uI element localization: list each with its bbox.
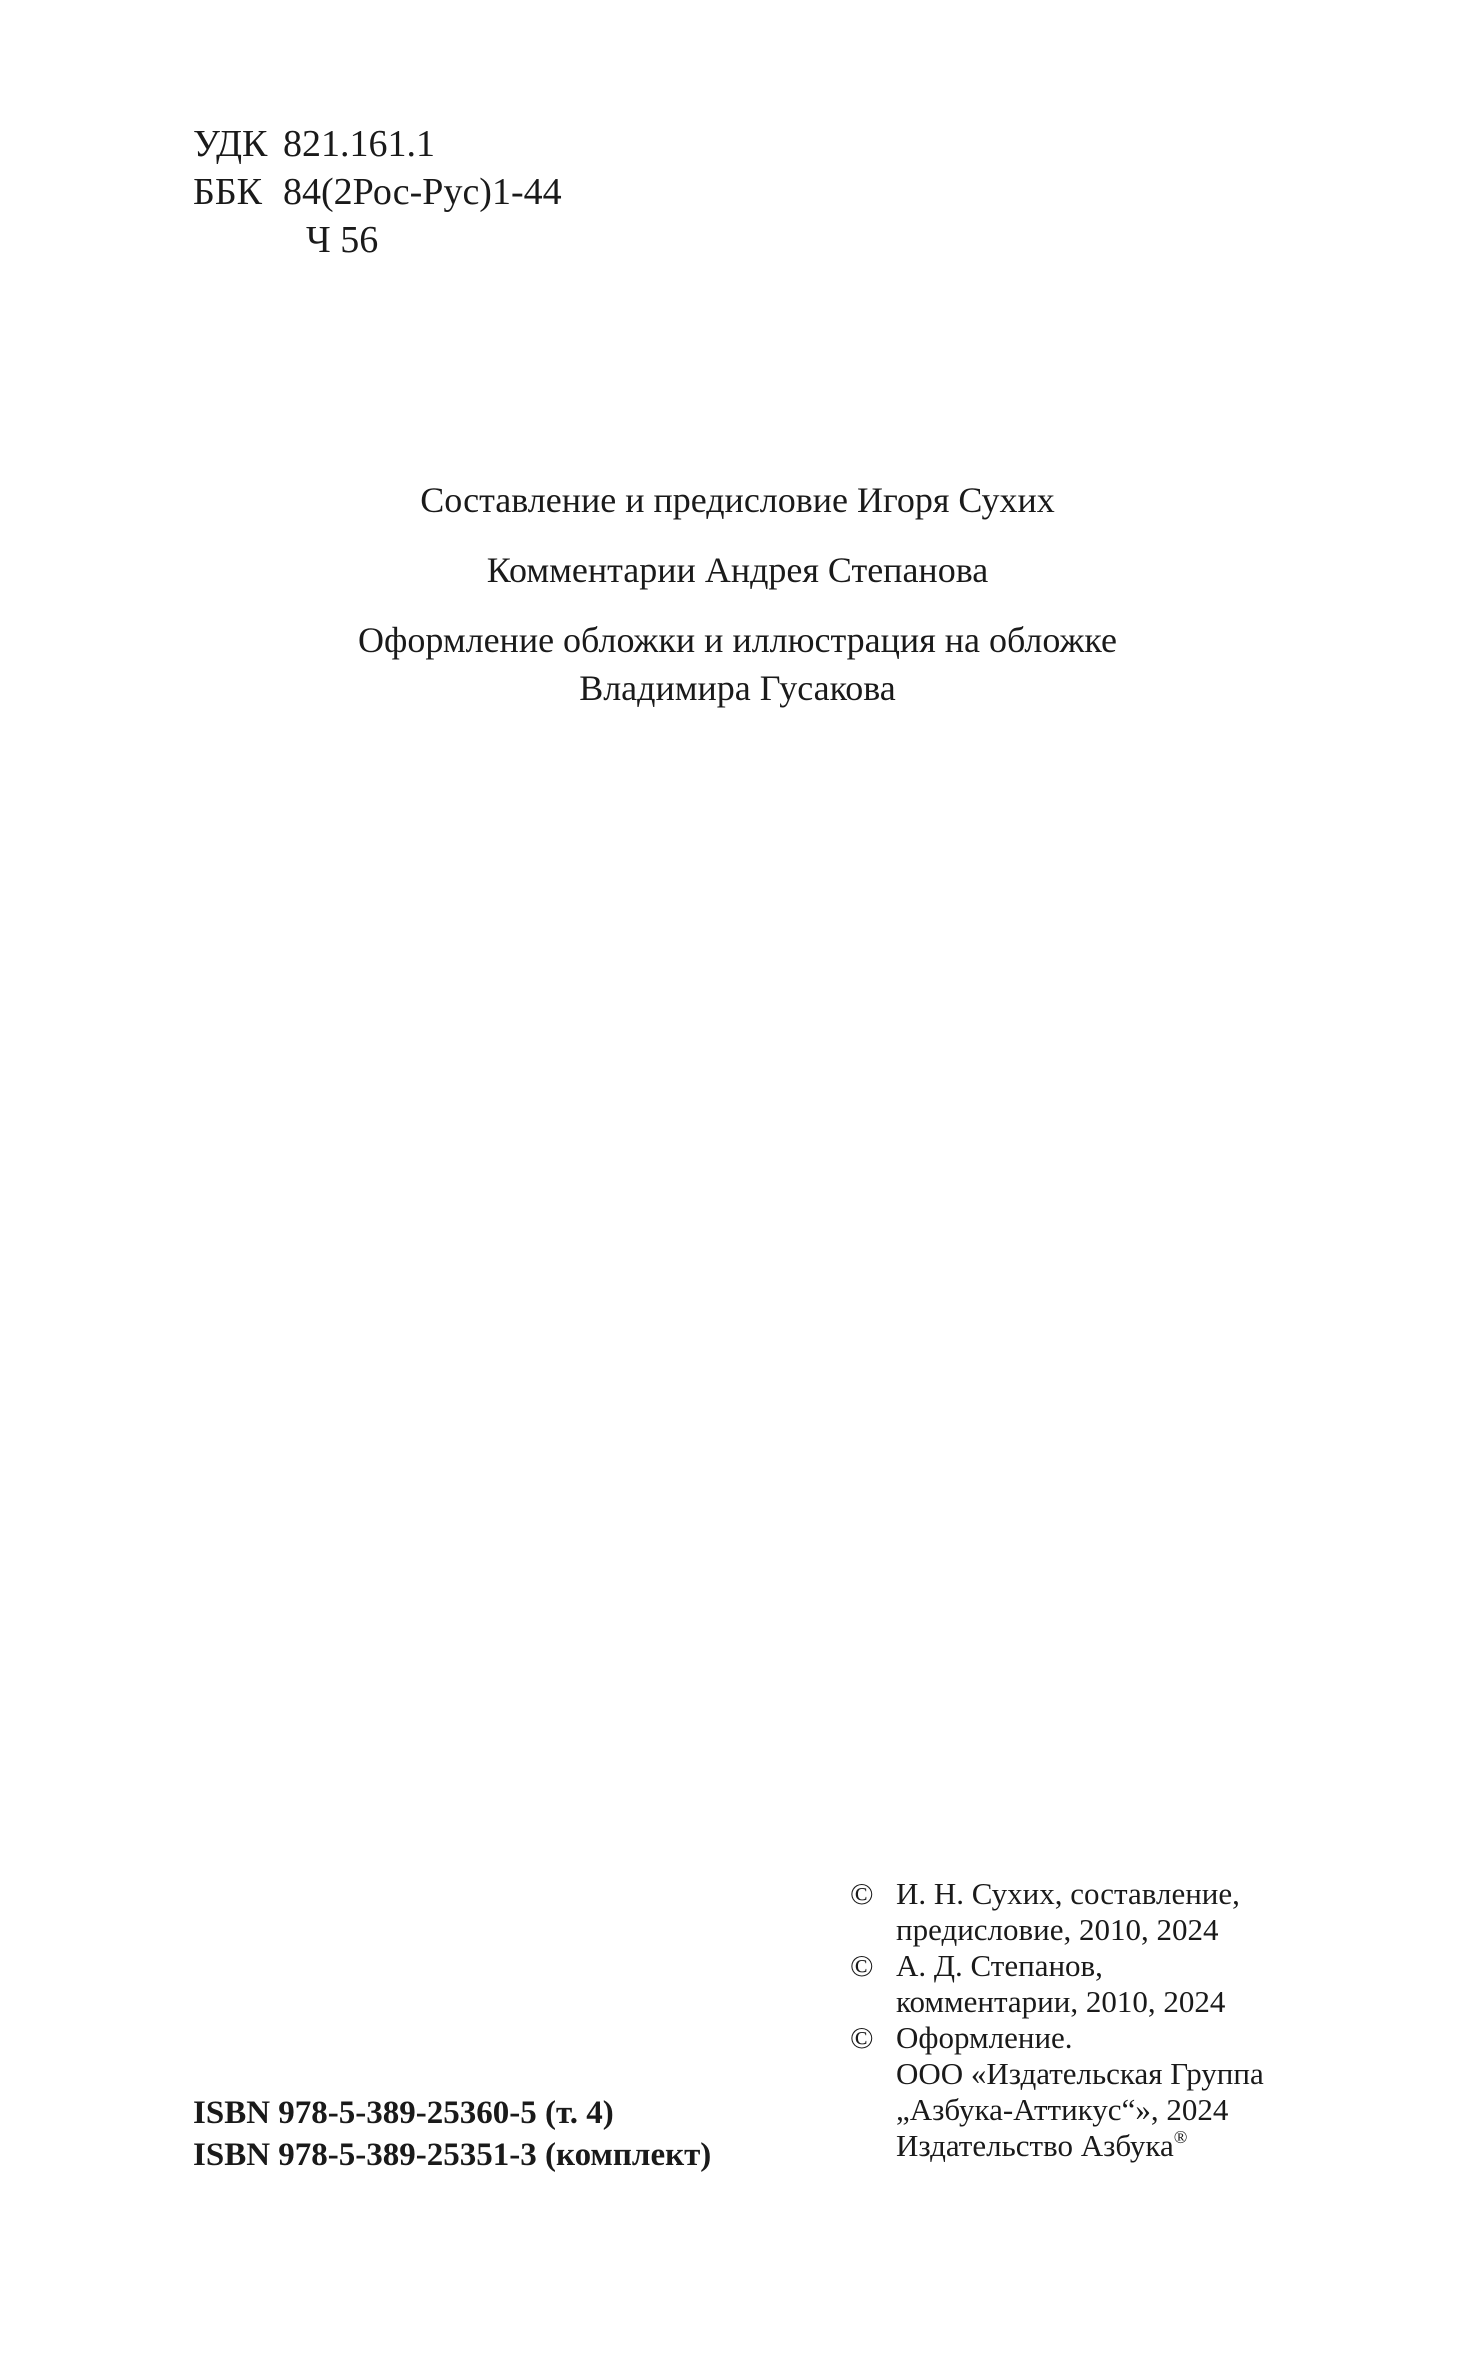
copyright-symbol: © <box>850 2020 874 2055</box>
isbn-set: ISBN 978-5-389-25351-3 (комплект) <box>193 2137 712 2173</box>
publisher-name: Издательство Азбука <box>896 2128 1174 2163</box>
cover-credit <box>0 616 1475 712</box>
credits-block <box>0 476 1475 734</box>
copyright-entry-design: © Оформление. ООО «Издательская Группа „Азбука-Аттикус“», 2024 Издательство Азбука® <box>850 2020 1264 2163</box>
copyright-block <box>850 1876 1264 2164</box>
bbk-label: ББК <box>193 171 262 213</box>
library-classification <box>193 120 562 264</box>
udk-row <box>193 120 562 168</box>
isbn-volume: ISBN 978-5-389-25360-5 (т. 4) <box>193 2095 614 2131</box>
bbk-value: 84(2Рос-Рус)1-44 <box>283 171 562 213</box>
author-mark-row <box>193 216 562 264</box>
registered-mark: ® <box>1173 2127 1188 2147</box>
comments-credit: Комментарии Андрея Степанова <box>486 550 989 590</box>
cover-credit-line-2: Владимира Гусакова <box>579 668 896 708</box>
copyright-entry-comments: © А. Д. Степанов, комментарии, 2010, 2024 <box>850 1948 1226 2019</box>
copyright-symbol: © <box>850 1876 874 1911</box>
udk-value: 821.161.1 <box>283 123 435 165</box>
author-mark: Ч 56 <box>306 219 379 261</box>
cover-credit-line-1: Оформление обложки и иллюстрация на обложке <box>358 620 1117 660</box>
compiler-credit: Составление и предисловие Игоря Сухих <box>420 480 1055 520</box>
copyright-entry-compiler: © И. Н. Сухих, составление, предисловие, 2010, 2024 <box>850 1876 1240 1947</box>
bbk-row <box>193 168 562 216</box>
isbn-block <box>193 2092 711 2176</box>
copyright-symbol: © <box>850 1948 874 1983</box>
udk-label: УДК <box>193 123 268 165</box>
